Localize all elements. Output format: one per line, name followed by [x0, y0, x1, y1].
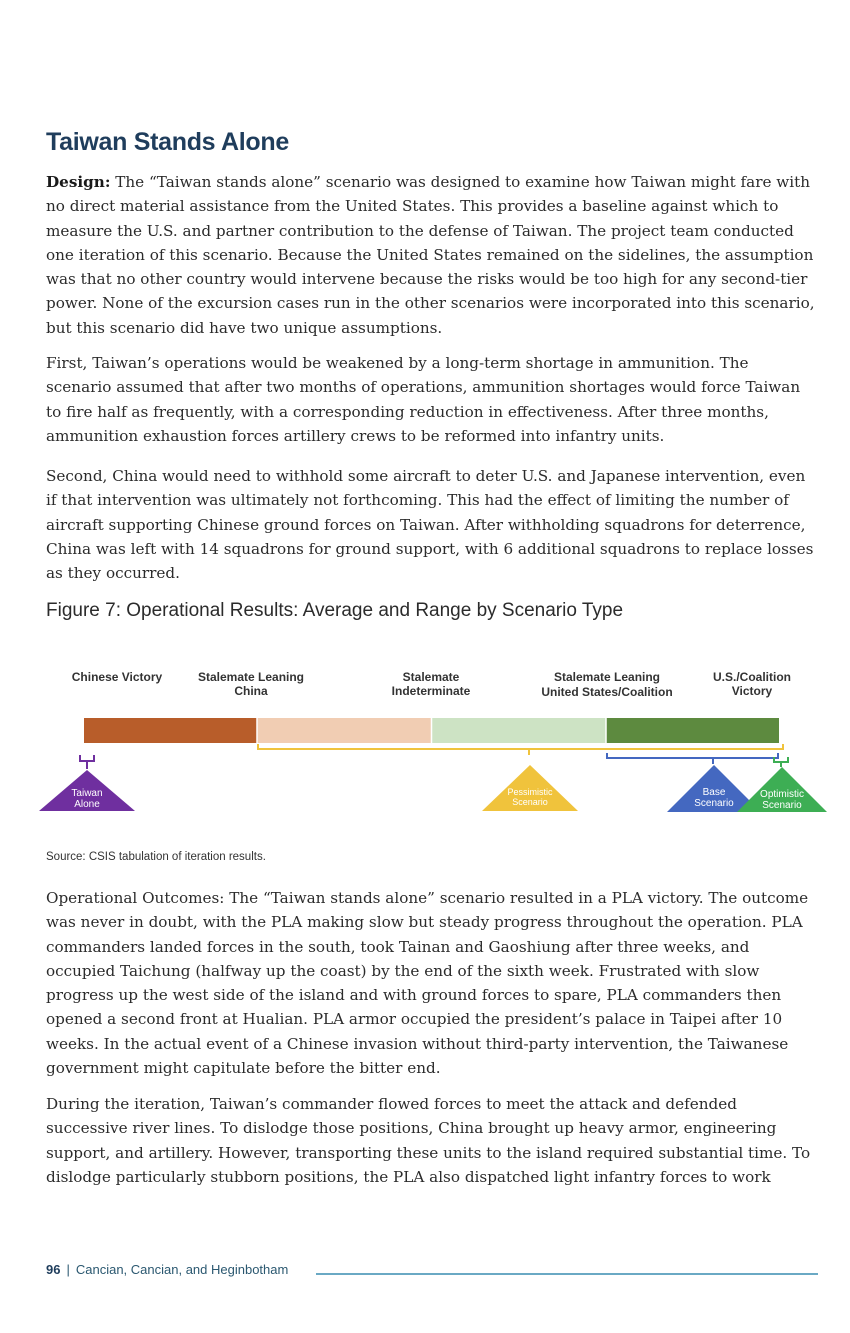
footer-separator: | [66, 1262, 70, 1277]
footer-rule [316, 1273, 818, 1275]
outcomes-paragraph: Operational Outcomes: The “Taiwan stands alone” scenario resulted in a PLA victory. The outcome was never in doubt, with the PLA making slow but steady progress throughout the operation. PLA commanders landed forces in the south, took Tainan and Gaoshiung after three weeks, and occupied Taichung (halfway up the coast) by the end of the sixth week. Frustrated with slow progress up the west side of the island and with ground forces to spare, PLA commanders then opened a second front at Hualian. PLA armor occupied the president’s palace in Taipei after 10 weeks. In the actual event of a Chinese invasion without third-party intervention, the Taiwanese government might capitulate before the bitter end. [46, 889, 809, 1078]
pessimistic-label-line1: Pessimistic [507, 787, 553, 797]
bar-chinese-victory [84, 718, 257, 743]
figure-title: Figure 7: Operational Results: Average and Range by Scenario Type [46, 600, 624, 621]
second-assumption-paragraph: Second, China would need to withhold some aircraft to deter U.S. and Japanese intervention, even if that intervention was ultimately not forthcoming. This had the effect of limiting the number of aircraft supporting Chinese ground forces on Taiwan. After withholding squadrons for deterrence, China was left with 14 squadrons for ground support, with 6 additional squadrons to replace losses as they occurred. [46, 467, 814, 583]
bar-stalemate-indeterminate [432, 718, 606, 743]
optimistic-label-line2: Scenario [762, 800, 802, 811]
category-stalemate-line2: Indeterminate [391, 684, 471, 698]
category-chinese-victory: Chinese Victory [71, 670, 163, 684]
category-stalemate-us-line1: Stalemate Leaning [553, 670, 661, 684]
taiwan-alone-label-line1: Taiwan [71, 788, 103, 799]
first-assumption-paragraph: First, Taiwan’s operations would be weakened by a long-term shortage in ammunition. The scenario assumed that after two months of operations, ammunition shortages would force Taiwan to fire half as frequently, with a corresponding reduction in effectiveness. After three months, ammunition exhaustion forces artillery crews to be reformed into infantry units. [46, 354, 801, 445]
figure-source: Source: CSIS tabulation of iteration results. [46, 851, 266, 863]
page-footer [46, 1262, 818, 1282]
category-us-victory-line1: U.S./Coalition [713, 670, 791, 684]
scenario-range-figure [0, 655, 850, 825]
pessimistic-range-bracket [258, 744, 783, 755]
category-stalemate-china-line2: China [234, 684, 268, 698]
iteration-paragraph: During the iteration, Taiwan’s commander flowed forces to meet the attack and defended successive river lines. To dislodge those positions, China brought up heavy armor, engineering support, and artillery. However, transporting these units to the island required substantial time. To dislodge particularly stubborn positions, the PLA also dispatched light infantry forces to work [46, 1095, 811, 1186]
category-us-victory-line2: Victory [731, 684, 773, 698]
design-text: The “Taiwan stands alone” scenario was designed to examine how Taiwan might fare with no direct material assistance from the United States. This provides a baseline against which to measure the U.S. and partner contribution to the defense of Taiwan. The project team conducted one iteration of this scenario. Because the United States remained on the sidelines, the assumption was that no other country would intervene because the risks would be too high for any second-tier power. None of the excursion cases run in the other scenarios were incorporated into this scenario, but this scenario did have two unique assumptions. [46, 173, 815, 337]
category-stalemate-china-line1: Stalemate Leaning [197, 670, 305, 684]
base-label-line2: Scenario [694, 798, 734, 809]
category-stalemate-line1: Stalemate [402, 670, 460, 684]
bar-stalemate-china [257, 718, 431, 743]
base-label-line1: Base [702, 787, 726, 798]
design-label: Design: [46, 173, 111, 191]
base-range-bracket [607, 753, 778, 764]
optimistic-label-line1: Optimistic [760, 789, 804, 800]
category-stalemate-us-line2: United States/Coalition [541, 685, 673, 699]
bar-stalemate-us [606, 718, 779, 743]
taiwan-alone-label-line2: Alone [74, 799, 100, 810]
footer-authors: Cancian, Cancian, and Heginbotham [75, 1262, 289, 1277]
taiwan-range-bracket [80, 755, 94, 769]
design-paragraph [46, 170, 816, 340]
page-number: 96 [46, 1262, 61, 1277]
section-heading: Taiwan Stands Alone [46, 128, 289, 156]
pessimistic-label-line2: Scenario [512, 797, 548, 807]
